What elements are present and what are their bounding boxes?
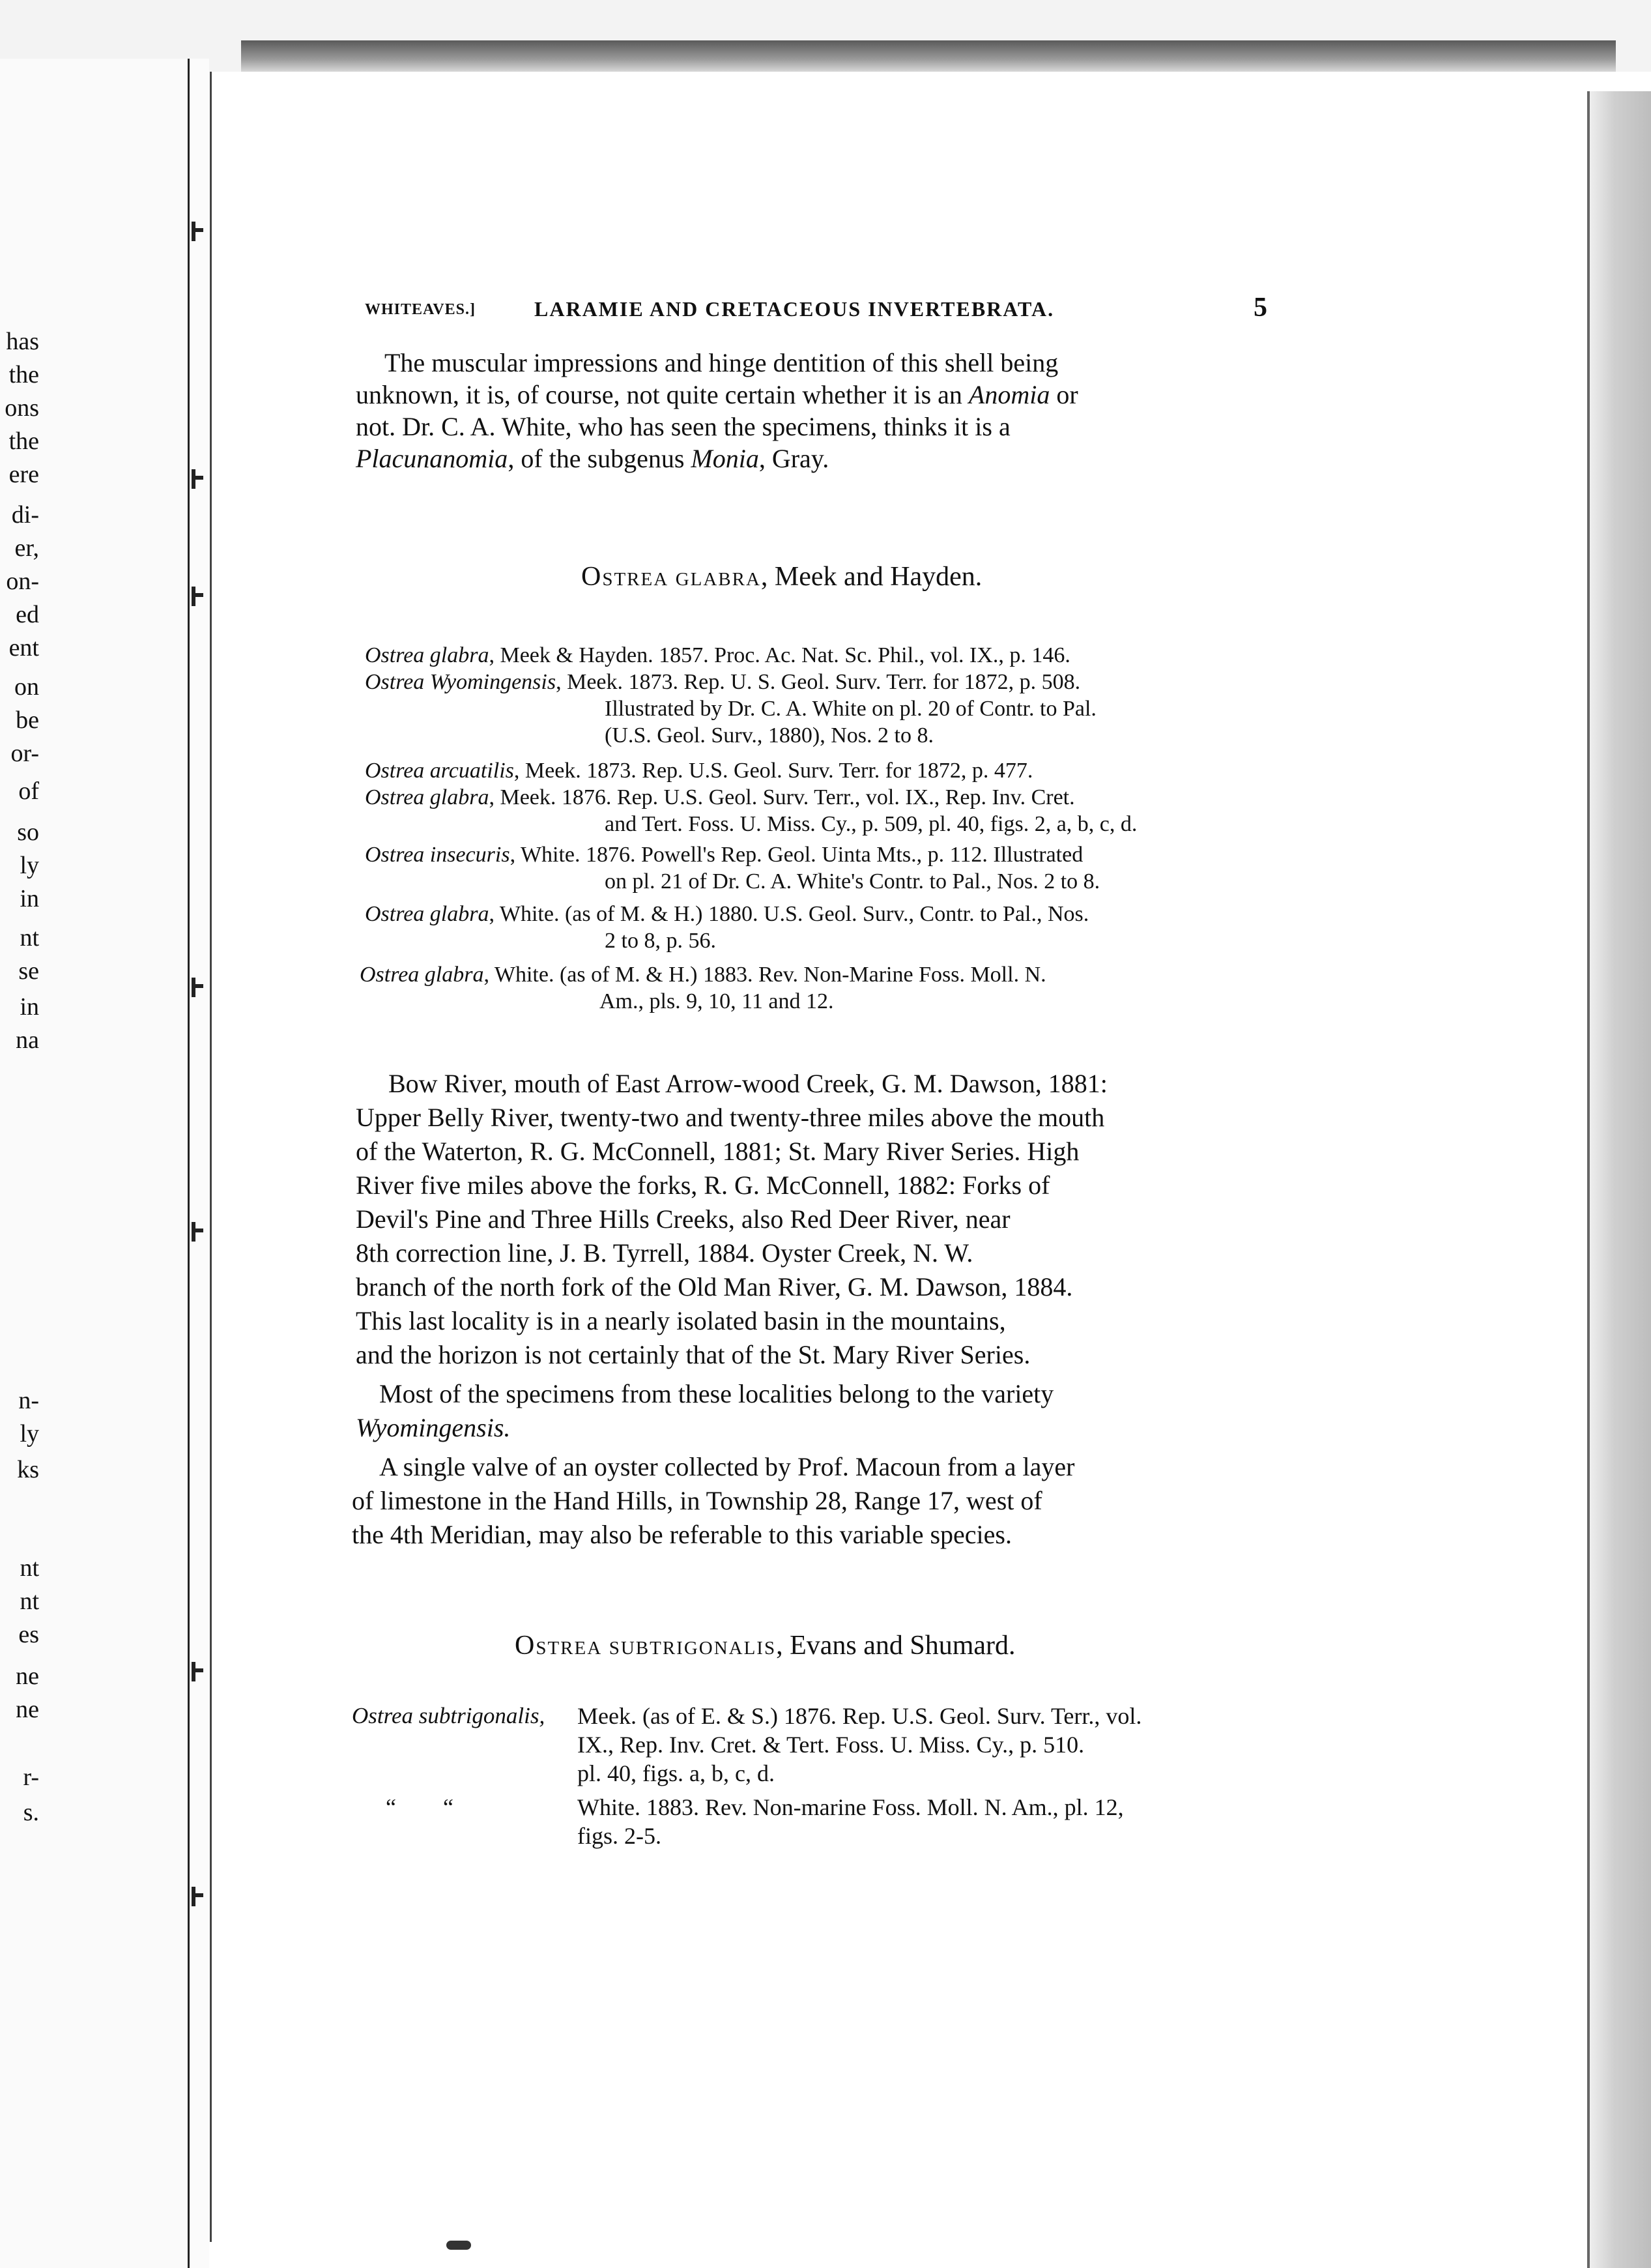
fragment: be: [16, 706, 39, 734]
fragment: of: [18, 778, 39, 805]
fragment: or-: [10, 740, 39, 767]
reference-entry: Ostrea glabra, Meek & Hayden. 1857. Proc. Ac. Nat. Sc. Phil., vol. IX., p. 146.: [365, 643, 1070, 667]
reference-entry: Ostrea arcuatilis, Meek. 1873. Rep. U.S. Geol. Surv. Terr. for 1872, p. 477.: [365, 759, 1033, 783]
fragment: nt: [20, 924, 39, 952]
section-heading: Ostrea glabra, Meek and Hayden.: [581, 562, 983, 592]
text-line: Most of the specimens from these localities belong to the variety: [379, 1379, 1054, 1408]
reference-continuation: figs. 2-5.: [577, 1823, 661, 1849]
text-line: of the Waterton, R. G. McConnell, 1881; St. Mary River Series. High: [356, 1137, 1080, 1166]
text-line: A single valve of an oyster collected by Prof. Macoun from a layer: [379, 1452, 1075, 1481]
reference-continuation: Am., pls. 9, 10, 11 and 12.: [599, 989, 834, 1013]
fragment: in: [20, 885, 39, 912]
fragment: ly: [20, 1420, 39, 1447]
fragment: di-: [11, 501, 39, 529]
text-line: The muscular impressions and hinge dentition of this shell being: [384, 348, 1059, 377]
page-top-shadow: [241, 40, 1616, 72]
fragment: so: [17, 819, 39, 846]
reference-entry: Ostrea Wyomingensis, Meek. 1873. Rep. U. S. Geol. Surv. Terr. for 1872, p. 508.: [365, 670, 1081, 694]
fragment: the: [8, 361, 39, 388]
fragment: in: [20, 993, 39, 1021]
binding-stitch: [188, 978, 202, 997]
taxon-name: Placunanomia: [356, 444, 508, 473]
taxon-name: Monia: [691, 444, 759, 473]
fragment: nt: [20, 1554, 39, 1582]
fragment: on-: [6, 568, 39, 595]
fragment: ly: [20, 852, 39, 879]
binding-stitch: [188, 587, 202, 606]
text-line: River five miles above the forks, R. G. McConnell, 1882: Forks of: [356, 1170, 1050, 1200]
fragment: s.: [23, 1799, 39, 1826]
reference-entry: White. 1883. Rev. Non-marine Foss. Moll. N. Am., pl. 12,: [577, 1794, 1124, 1820]
reference-continuation: pl. 40, figs. a, b, c, d.: [577, 1760, 775, 1786]
text-line: 8th correction line, J. B. Tyrrell, 1884. Oyster Creek, N. W.: [356, 1238, 973, 1268]
fragment: nt: [20, 1588, 39, 1615]
fragment: ent: [8, 634, 39, 662]
page-number: 5: [1254, 293, 1267, 323]
reference-entry: Ostrea glabra, Meek. 1876. Rep. U.S. Geol. Surv. Terr., vol. IX., Rep. Inv. Cret.: [365, 785, 1075, 809]
text-line: This last locality is in a nearly isolated basin in the mountains,: [356, 1306, 1006, 1335]
taxon-name: Wyomingensis.: [356, 1413, 511, 1442]
text-line: of limestone in the Hand Hills, in Township 28, Range 17, west of: [352, 1486, 1042, 1515]
fragment: ne: [16, 1663, 39, 1690]
fragment: on: [14, 673, 39, 701]
reference-entry: Meek. (as of E. & S.) 1876. Rep. U.S. Geol. Surv. Terr., vol.: [577, 1703, 1142, 1729]
fragment: ere: [8, 461, 39, 488]
text-line: Devil's Pine and Three Hills Creeks, also Red Deer River, near: [356, 1204, 1011, 1234]
binding-stitch: [188, 1662, 202, 1681]
header-author: WHITEAVES.]: [365, 301, 476, 318]
fragment: ons: [5, 394, 39, 422]
page-right-shadow: [1590, 91, 1651, 2268]
text-line: Bow River, mouth of East Arrow-wood Creek, G. M. Dawson, 1881:: [388, 1069, 1108, 1098]
binding-stitch: [188, 1887, 202, 1906]
book-gutter: [190, 59, 209, 2268]
reference-continuation: Illustrated by Dr. C. A. White on pl. 20 of Contr. to Pal.: [605, 697, 1097, 721]
gutter-line: [210, 72, 212, 2242]
text-line: not. Dr. C. A. White, who has seen the specimens, thinks it is a: [356, 412, 1011, 441]
binding-stitch: [188, 1222, 202, 1242]
reference-continuation: (U.S. Geol. Surv., 1880), Nos. 2 to 8.: [605, 723, 934, 748]
text-line: Upper Belly River, twenty-two and twenty-three miles above the mouth: [356, 1103, 1105, 1132]
text-line: Placunanomia, of the subgenus Monia, Gray.: [356, 444, 829, 473]
reference-continuation: on pl. 21 of Dr. C. A. White's Contr. to Pal., Nos. 2 to 8.: [605, 869, 1100, 894]
text-line: unknown, it is, of course, not quite certain whether it is an Anomia or: [356, 380, 1078, 409]
fragment: n-: [18, 1387, 39, 1414]
fragment: ne: [16, 1696, 39, 1723]
text-line: branch of the north fork of the Old Man River, G. M. Dawson, 1884.: [356, 1272, 1073, 1301]
fragment: the: [8, 428, 39, 455]
reference-entry: Ostrea glabra, White. (as of M. & H.) 1883. Rev. Non-Marine Foss. Moll. N.: [360, 963, 1046, 987]
binding-stitch: [188, 222, 202, 241]
reference-name: Ostrea subtrigonalis,: [352, 1703, 545, 1728]
fragment: er,: [14, 534, 39, 562]
scan-blemish: [446, 2241, 471, 2250]
running-header: [365, 292, 1267, 331]
reference-continuation: 2 to 8, p. 56.: [605, 929, 716, 953]
reference-continuation: and Tert. Foss. U. Miss. Cy., p. 509, pl. 40, figs. 2, a, b, c, d.: [605, 812, 1138, 836]
fragment: r-: [23, 1764, 39, 1791]
reference-entry: Ostrea insecuris, White. 1876. Powell's Rep. Geol. Uinta Mts., p. 112. Illustrated: [365, 843, 1084, 867]
text-line: and the horizon is not certainly that of the St. Mary River Series.: [356, 1340, 1031, 1369]
binding-stitch: [188, 469, 202, 489]
taxon-name: Anomia: [968, 380, 1050, 409]
reference-continuation: IX., Rep. Inv. Cret. & Tert. Foss. U. Miss. Cy., p. 510.: [577, 1732, 1085, 1758]
reference-entry: Ostrea glabra, White. (as of M. & H.) 1880. U.S. Geol. Surv., Contr. to Pal., Nos.: [365, 902, 1089, 926]
fragment: ks: [17, 1456, 39, 1483]
section-heading: Ostrea subtrigonalis, Evans and Shumard.: [515, 1631, 1016, 1661]
fragment: es: [18, 1621, 39, 1648]
ditto-marks: “ “: [386, 1794, 453, 1820]
fragment: has: [6, 328, 39, 355]
header-title: LARAMIE AND CRETACEOUS INVERTEBRATA.: [534, 297, 1055, 321]
text-line: the 4th Meridian, may also be referable to this variable species.: [352, 1520, 1012, 1549]
facing-page: [0, 59, 190, 2268]
fragment: na: [16, 1026, 39, 1054]
fragment: se: [18, 957, 39, 985]
fragment: ed: [16, 601, 39, 628]
